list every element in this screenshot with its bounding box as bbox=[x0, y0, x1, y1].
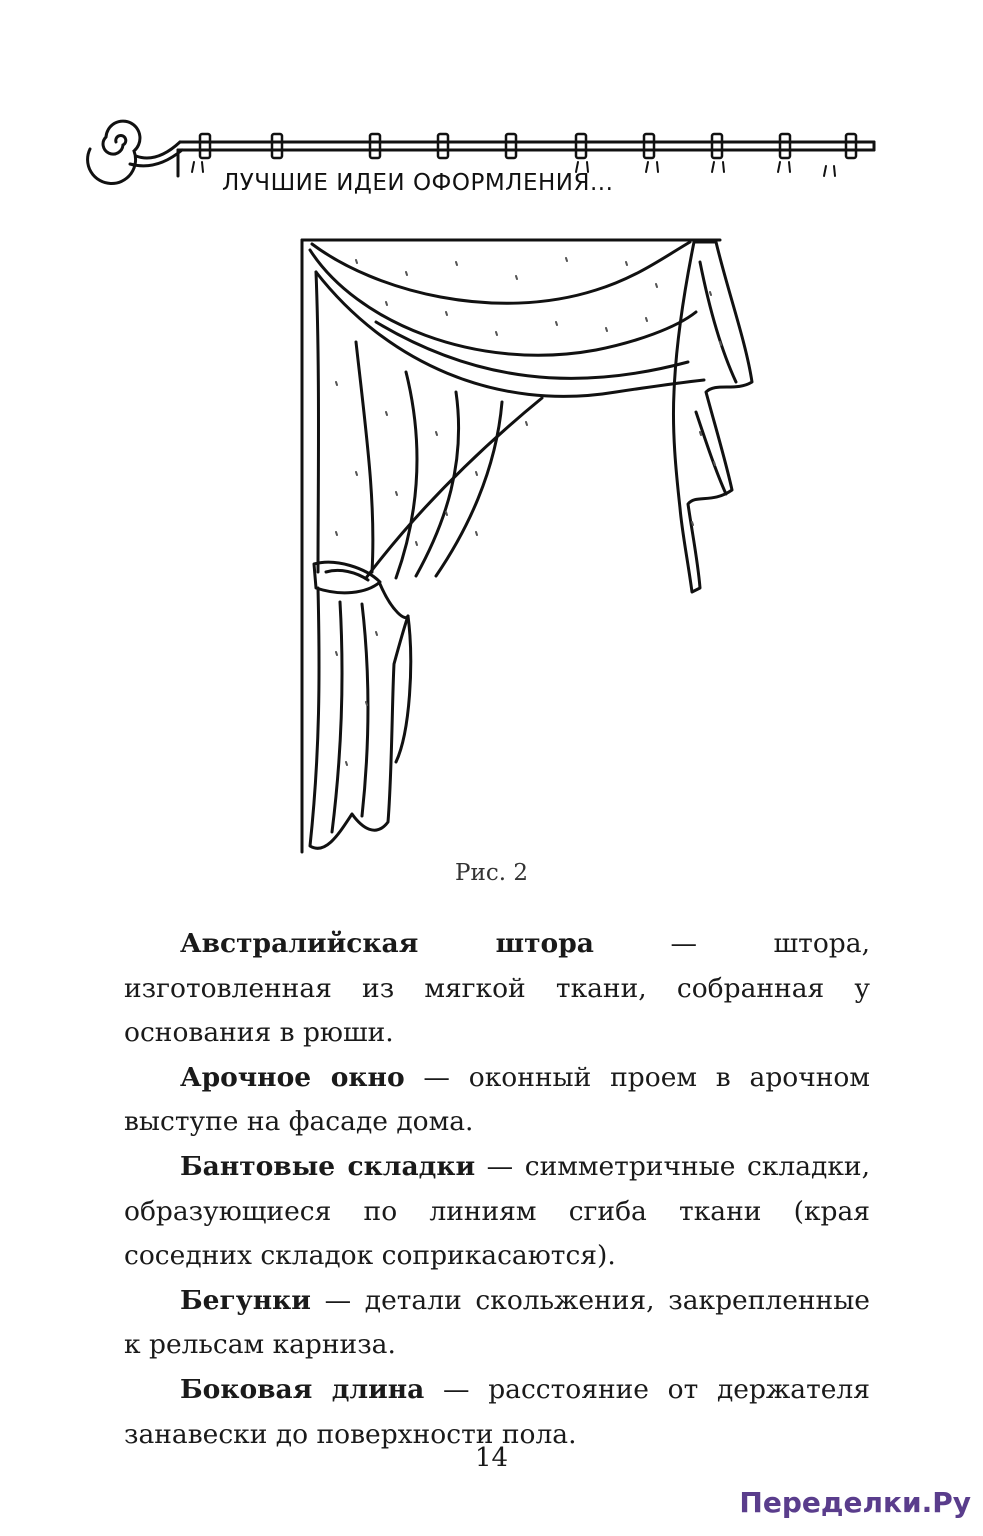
glossary-term: Арочное окно bbox=[180, 1061, 405, 1093]
glossary-term: Бантовые складки bbox=[180, 1150, 476, 1182]
glossary-entry bbox=[124, 922, 870, 1056]
figure-caption: Рис. 2 bbox=[455, 860, 528, 886]
glossary-entry bbox=[124, 1145, 870, 1279]
glossary-entry bbox=[124, 1056, 870, 1145]
running-header-title: ЛУЧШИЕ ИДЕИ ОФОРМЛЕНИЯ... bbox=[222, 170, 614, 196]
glossary-definition: — симметричные складки, образующиеся по линиям сгиба ткани (края соседних складок соприкасаются). bbox=[124, 1150, 870, 1272]
page-number: 14 bbox=[474, 1443, 509, 1473]
glossary-definition: — оконный проем в арочном выступе на фасаде дома. bbox=[124, 1061, 870, 1138]
curtain-illustration bbox=[296, 232, 766, 862]
glossary-entry bbox=[124, 1279, 870, 1368]
glossary-term: Австралийская штора bbox=[180, 928, 594, 959]
watermark-logo: Переделки.Ру bbox=[739, 1486, 971, 1519]
glossary-term: Бегунки bbox=[180, 1284, 311, 1316]
glossary-definition: — расстояние от держателя занавески до поверхности пола. bbox=[124, 1373, 870, 1450]
glossary-text bbox=[124, 922, 870, 1457]
glossary-term: Боковая длина bbox=[180, 1373, 425, 1405]
glossary-definition: — штора, изготовленная из мягкой ткани, собранная у основания в рюши. bbox=[124, 928, 870, 1049]
glossary-definition: — детали скольжения, закрепленные к рельсам карниза. bbox=[124, 1284, 870, 1361]
